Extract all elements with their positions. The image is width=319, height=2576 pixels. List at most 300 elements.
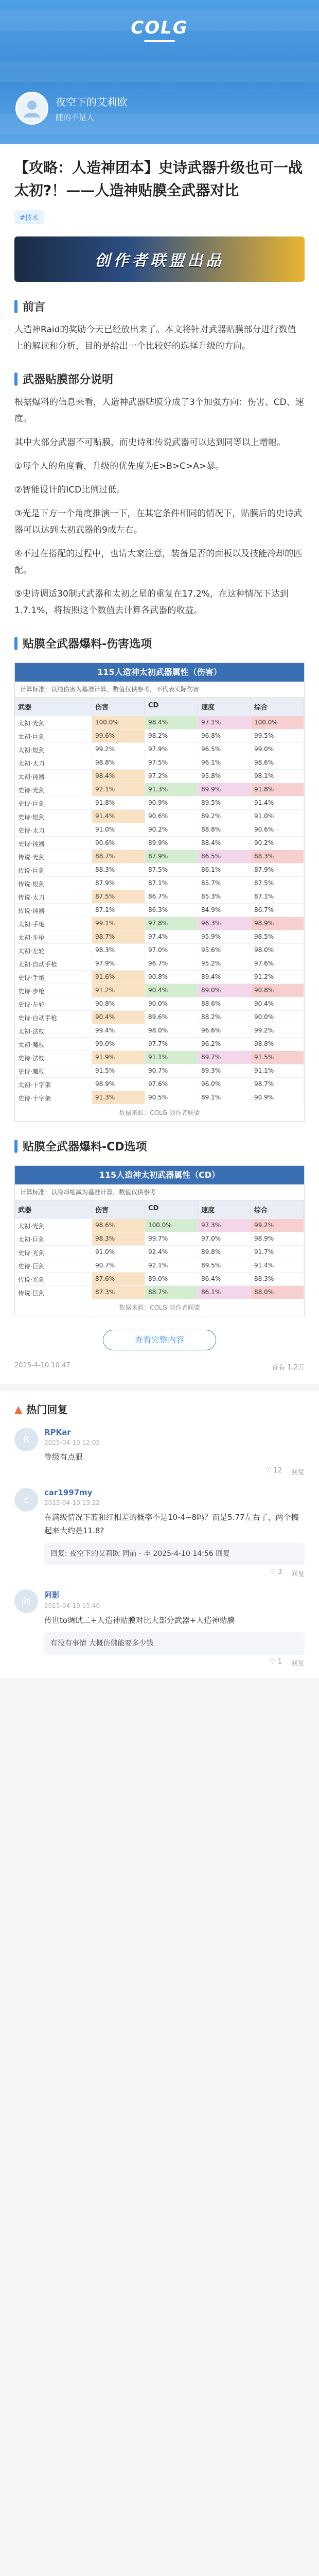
table-cell: 传说·巨剑 — [15, 1286, 92, 1299]
table-cell: 98.4% — [92, 770, 145, 783]
table-cell: 97.0% — [145, 944, 198, 957]
table-cell: 97.0% — [198, 1232, 251, 1245]
post-meta — [14, 1362, 305, 1371]
table-row — [15, 769, 304, 783]
table-cell: 90.2% — [145, 823, 198, 836]
table-cell: 96.6% — [198, 1024, 251, 1037]
section-header — [14, 371, 305, 387]
table-cell: 传说·钝器 — [15, 904, 92, 917]
table-cell: 91.6% — [92, 971, 145, 984]
section-bar — [14, 1140, 17, 1153]
table-cell: 87.1% — [251, 890, 304, 903]
table-row — [15, 716, 304, 729]
avatar[interactable]: c — [14, 1488, 38, 1512]
comment-item — [14, 1428, 305, 1477]
table-cell: 86.7% — [251, 904, 304, 917]
table-cell: 87.6% — [92, 1273, 145, 1285]
paragraph: ①每个人的角度看，升级的优先度为E>B>C>A>暴。 — [14, 461, 224, 471]
table-cell: 89.3% — [198, 1064, 251, 1077]
table-row — [15, 809, 304, 823]
table-cell: 91.0% — [92, 1246, 145, 1259]
section-bar — [14, 300, 17, 313]
table-header-cell: 伤害 — [92, 698, 145, 716]
comment-actions — [44, 1467, 305, 1477]
table-cell: 89.4% — [198, 971, 251, 984]
table-cell: 87.5% — [92, 890, 145, 903]
like-count: 12 — [273, 1467, 282, 1475]
table-cell: 91.2% — [92, 984, 145, 997]
post-card — [0, 144, 319, 1384]
table-row — [15, 997, 304, 1010]
table-cell: 太初·手炮 — [15, 917, 92, 930]
table-header-cell: 武器 — [15, 698, 92, 716]
table-cell: 史诗·太刀 — [15, 823, 92, 836]
table-cell: 97.5% — [145, 756, 198, 769]
table-cell: 90.6% — [145, 810, 198, 823]
section-title: 贴膜全武器爆料-伤害选项 — [23, 638, 152, 651]
table-cell: 88.0% — [251, 1286, 304, 1299]
table-cell: 88.3% — [251, 1273, 304, 1285]
table-cell: 90.4% — [92, 1011, 145, 1024]
table-cell: 96.3% — [198, 917, 251, 930]
table-cell: 89.9% — [145, 837, 198, 850]
table-cell: 91.4% — [251, 796, 304, 809]
table-row — [15, 1272, 304, 1285]
table-cell: 88.8% — [198, 823, 251, 836]
section-title: 前言 — [23, 301, 46, 314]
table-cell: 90.8% — [145, 971, 198, 984]
table-cell: 90.6% — [251, 823, 304, 836]
table-cell: 87.9% — [145, 850, 198, 863]
post-title: 【攻略：人造神团本】史诗武器升级也可一战太初?！——人造神贴膜全武器对比 — [14, 159, 303, 199]
table-row — [15, 1037, 304, 1050]
table-row — [15, 957, 304, 970]
section-bar — [14, 637, 17, 650]
table-cell: 98.7% — [92, 930, 145, 943]
avatar[interactable]: 阿 — [14, 1589, 38, 1613]
table-cell: 96.2% — [198, 1038, 251, 1050]
table-footer: 数据来源：COLG 创作者联盟 — [119, 1109, 200, 1116]
table-cell: 99.2% — [251, 1024, 304, 1037]
table-cell: 91.3% — [145, 783, 198, 796]
table-cell: 史诗·光剑 — [15, 1246, 92, 1259]
table-row — [15, 1064, 304, 1077]
table-cell: 87.5% — [145, 863, 198, 876]
hot-replies — [0, 1391, 319, 1678]
table-cell: 90.6% — [92, 837, 145, 850]
paragraph: 其中大部分武器不可贴膜，而史诗和传说武器可以达到同等以上增幅。 — [14, 437, 286, 448]
table-caption: 115人造神太初武器属性（伤害） — [15, 663, 304, 682]
table-cell: 86.1% — [198, 863, 251, 876]
table-cell: 100.0% — [92, 716, 145, 729]
table-cell: 88.7% — [92, 850, 145, 863]
comment-meta: 2025-04-10 15:40 — [44, 1602, 100, 1609]
table-row — [15, 1010, 304, 1024]
table-cell: 86.5% — [198, 850, 251, 863]
section-header — [14, 635, 305, 651]
table-cell: 史诗·巨剑 — [15, 1259, 92, 1272]
table-cell: 91.8% — [251, 783, 304, 796]
table-cell: 史诗·法杖 — [15, 1051, 92, 1064]
paragraph: ④不过在搭配的过程中，也请大家注意，装备是否的面板以及技能冷却的匹配。 — [14, 549, 303, 575]
table-cell: 史诗·短剑 — [15, 810, 92, 823]
section-header — [14, 298, 305, 314]
table-cell: 90.9% — [251, 1091, 304, 1104]
table-cell: 88.2% — [198, 1011, 251, 1024]
table-cell: 95.2% — [198, 957, 251, 970]
hot-replies-label: 热门回复 — [26, 1403, 68, 1416]
table-row — [15, 1245, 304, 1259]
logo-text: COLG — [131, 18, 188, 38]
table-row — [15, 984, 304, 997]
table-cell: 98.6% — [92, 1219, 145, 1232]
hero-header — [0, 0, 319, 144]
table-cell: 98.8% — [92, 756, 145, 769]
table-meta: 计算标准：以冷却缩减为基准计算，数值仅供参考 — [15, 1184, 304, 1200]
table-cell: 90.9% — [145, 796, 198, 809]
hot-replies-title — [14, 1401, 305, 1416]
comment-actions — [44, 1568, 305, 1578]
table-cell: 99.6% — [92, 730, 145, 742]
table-row — [15, 1050, 304, 1064]
table-cell: 89.5% — [198, 796, 251, 809]
table-cell: 91.0% — [92, 823, 145, 836]
table-row — [15, 850, 304, 863]
table-cell: 太初·巨剑 — [15, 730, 92, 742]
table-cell: 99.1% — [92, 917, 145, 930]
table-cell: 传说·短剑 — [15, 877, 92, 890]
comment-meta: 2025-04-10 12:05 — [44, 1439, 100, 1446]
table-header — [15, 698, 304, 716]
table-cell: 98.9% — [251, 917, 304, 930]
like-button[interactable]: ♡ 12 — [265, 1467, 282, 1475]
table-cell: 88.3% — [251, 850, 304, 863]
post-timestamp: 2025-4-10 10:47 — [14, 1362, 70, 1369]
table-header-cell: CD — [145, 1200, 198, 1218]
table-meta: 计算标准：以纯伤害为基准计算，数值仅供参考，不代表实际伤害 — [15, 682, 304, 698]
table-cell: 88.6% — [198, 997, 251, 1010]
comment-item — [14, 1589, 305, 1668]
table-cell: 97.6% — [145, 1078, 198, 1091]
table-cell: 98.8% — [251, 1038, 304, 1050]
table-row — [15, 742, 304, 756]
table-cell: 98.7% — [251, 1078, 304, 1091]
table-cell: 史诗·自动手枪 — [15, 1011, 92, 1024]
table-cell: 91.4% — [92, 810, 145, 823]
table-row — [15, 1091, 304, 1104]
table-cell: 91.8% — [92, 796, 145, 809]
table-header-cell: 速度 — [198, 1200, 251, 1218]
table-cell: 99.7% — [145, 1232, 198, 1245]
table-cell: 90.2% — [251, 837, 304, 850]
table-row — [15, 917, 304, 930]
table-cell: 95.6% — [198, 944, 251, 957]
post-views: 查看 1.2万 — [272, 1364, 305, 1371]
table-cell: 98.0% — [251, 944, 304, 957]
table-cell: 90.4% — [145, 984, 198, 997]
avatar[interactable]: R — [14, 1428, 38, 1451]
table-header-cell: 综合 — [251, 1200, 304, 1218]
colg-logo — [123, 18, 196, 48]
table-cell: 史诗·钝器 — [15, 837, 92, 850]
table-cell: 98.5% — [251, 930, 304, 943]
table-cell: 传说·太刀 — [15, 890, 92, 903]
table-cell: 太初·钝器 — [15, 770, 92, 783]
paragraph: ②智能设计的ICD比例过低。 — [14, 485, 126, 495]
table-row — [15, 876, 304, 890]
table-cell: 86.4% — [198, 1273, 251, 1285]
comment-reply: 有没有事情 大概仿佛能要多少钱 — [44, 1632, 305, 1655]
table-cell: 97.1% — [198, 716, 251, 729]
table-cell: 99.2% — [92, 743, 145, 756]
table-cell: 89.9% — [198, 783, 251, 796]
table-cell: 史诗·左轮 — [15, 997, 92, 1010]
table-row — [15, 1024, 304, 1037]
post-tag[interactable]: #技术 — [14, 210, 44, 224]
table-cell: 太初·法杖 — [15, 1024, 92, 1037]
comment-author[interactable]: RPKar — [44, 1428, 71, 1437]
logo-underline — [144, 40, 175, 42]
table-row — [15, 943, 304, 957]
table-cell: 98.9% — [251, 1232, 304, 1245]
table-cell: 89.1% — [198, 1091, 251, 1104]
table-cell: 86.7% — [145, 890, 198, 903]
table-cell: 97.8% — [145, 917, 198, 930]
table-header-cell: 伤害 — [92, 1200, 145, 1218]
table-cell: 太初·光剑 — [15, 716, 92, 729]
table-cell: 太初·左轮 — [15, 944, 92, 957]
damage-table — [14, 663, 305, 1122]
table-cell: 87.1% — [92, 904, 145, 917]
table-cell: 传说·光剑 — [15, 1273, 92, 1285]
table-cell: 98.9% — [92, 1078, 145, 1091]
table-cell: 90.0% — [251, 1011, 304, 1024]
comment-text: 在满级情况下蓝和红相差的概率不是10-4~8吗？而是5.77左右了，两个搞起来大约是11.8? — [44, 1513, 299, 1535]
paragraph: 人造神Raid的奖励今天已经放出来了。本文将针对武器贴膜部分进行数值上的解读和分析，目的是给出一个比较好的选择升级的方向。 — [14, 325, 296, 351]
section-title: 武器贴膜部分说明 — [23, 374, 114, 386]
table-cell: 88.4% — [198, 837, 251, 850]
table-cell: 太初·短剑 — [15, 743, 92, 756]
table-cell: 92.1% — [145, 1259, 198, 1272]
like-button[interactable]: ♡ 1 — [269, 1658, 282, 1666]
table-cell: 太初·巨剑 — [15, 1232, 92, 1245]
table-cell: 89.2% — [198, 810, 251, 823]
comment-author[interactable]: 阿影 — [44, 1590, 60, 1600]
table-cell: 98.3% — [92, 944, 145, 957]
comment-item — [14, 1488, 305, 1578]
like-count: 3 — [277, 1568, 282, 1576]
table-cell: 史诗·魔杖 — [15, 1064, 92, 1077]
table-cell: 89.6% — [145, 1011, 198, 1024]
table-header-cell: 综合 — [251, 698, 304, 716]
table-cell: 90.8% — [92, 997, 145, 1010]
paragraph: 根据爆料的信息来看，人造神武器贴膜分成了3个加强方向：伤害、CD、速度。 — [14, 397, 304, 424]
table-cell: 91.5% — [92, 1064, 145, 1077]
table-row — [15, 783, 304, 796]
table-cell: 86.1% — [198, 1286, 251, 1299]
table-row — [15, 903, 304, 917]
table-body — [15, 1218, 304, 1299]
table-row — [15, 756, 304, 769]
section-bar — [14, 372, 17, 386]
table-cell: 86.3% — [145, 904, 198, 917]
table-footer: 数据来源：COLG 创作者联盟 — [119, 1304, 200, 1311]
table-cell: 90.7% — [145, 1064, 198, 1077]
table-cell: 87.9% — [92, 877, 145, 890]
table-row — [15, 1259, 304, 1272]
fire-icon: ▲ — [14, 1402, 23, 1415]
table-cell: 97.4% — [145, 930, 198, 943]
like-count: 1 — [277, 1658, 282, 1666]
table-cell: 太初·魔杖 — [15, 1038, 92, 1050]
table-cell: 98.3% — [92, 1232, 145, 1245]
table-cell: 91.9% — [92, 1051, 145, 1064]
table-cell: 87.3% — [92, 1286, 145, 1299]
table-cell: 99.5% — [251, 730, 304, 742]
table-cell: 史诗·手炮 — [15, 971, 92, 984]
table-cell: 98.6% — [251, 756, 304, 769]
table-cell: 99.0% — [251, 743, 304, 756]
table-cell: 97.6% — [251, 957, 304, 970]
comment-meta: 2025-04-10 13:22 — [44, 1499, 100, 1506]
table-cell: 91.7% — [251, 1246, 304, 1259]
table-cell: 传说·巨剑 — [15, 863, 92, 876]
table-header-cell: 速度 — [198, 698, 251, 716]
table-cell: 90.8% — [251, 984, 304, 997]
table-row — [15, 796, 304, 809]
table-cell: 太初·太刀 — [15, 756, 92, 769]
table-cell: 96.0% — [198, 1078, 251, 1091]
table-body — [15, 716, 304, 1104]
table-cell: 91.2% — [251, 971, 304, 984]
table-row — [15, 1285, 304, 1299]
table-cell: 太初·十字架 — [15, 1078, 92, 1091]
table-cell: 89.0% — [198, 984, 251, 997]
hero-stripe — [0, 62, 319, 82]
table-cell: 88.7% — [145, 1286, 198, 1299]
table-cell: 89.8% — [198, 1246, 251, 1259]
comment-reply: 回复: 夜空下的艾莉欧 同前 · 丰 2025-4-10 14:56 回复 — [44, 1543, 305, 1565]
table-cell: 99.2% — [251, 1219, 304, 1232]
author-name[interactable]: 夜空下的艾莉欧 — [56, 96, 128, 108]
table-header-cell: 武器 — [15, 1200, 92, 1218]
table-caption: 115人造神太初武器属性（CD） — [15, 1166, 304, 1184]
table-cell: 92.4% — [145, 1246, 198, 1259]
table-cell: 91.1% — [251, 1064, 304, 1077]
like-button[interactable]: ♡ 3 — [269, 1568, 282, 1576]
table-cell: 太初·自动手枪 — [15, 957, 92, 970]
table-cell: 85.7% — [198, 877, 251, 890]
view-more-button[interactable]: 查看完整内容 — [103, 1330, 216, 1350]
table-row — [15, 1232, 304, 1245]
table-cell: 95.8% — [198, 770, 251, 783]
table-cell: 91.5% — [251, 1051, 304, 1064]
table-cell: 97.9% — [145, 743, 198, 756]
table-cell: 88.3% — [92, 863, 145, 876]
table-cell: 97.7% — [145, 1038, 198, 1050]
table-cell: 91.0% — [251, 810, 304, 823]
comment-text: 等级有点狠 — [44, 1452, 83, 1462]
paragraph: ⑤史诗调适30制式武器和太初之星的重复在17.2%，在这种情况下达到1.7.1%，将按照这个数值去计算各武器的收益。 — [14, 589, 289, 616]
cd-table — [14, 1165, 305, 1316]
table-header-cell: CD — [145, 698, 198, 716]
table-cell: 91.1% — [145, 1051, 198, 1064]
table-cell: 史诗·步枪 — [15, 984, 92, 997]
banner-text: 创作者联盟出品 — [95, 252, 224, 270]
table-cell: 96.7% — [145, 957, 198, 970]
table-cell: 98.2% — [145, 730, 198, 742]
section-header — [14, 1138, 305, 1154]
table-cell: 90.5% — [145, 1091, 198, 1104]
reply-button[interactable]: 回复 — [291, 1660, 305, 1668]
author-role: 随的不是人 — [56, 113, 95, 122]
table-cell: 史诗·巨剑 — [15, 796, 92, 809]
table-cell: 96.5% — [198, 743, 251, 756]
table-cell: 90.4% — [251, 997, 304, 1010]
table-cell: 92.1% — [92, 783, 145, 796]
table-row — [15, 930, 304, 943]
table-row — [15, 836, 304, 850]
avatar[interactable] — [15, 92, 48, 125]
table-cell: 100.0% — [145, 1219, 198, 1232]
table-row — [15, 1218, 304, 1232]
table-cell: 91.4% — [251, 1259, 304, 1272]
table-cell: 89.5% — [198, 1259, 251, 1272]
table-row — [15, 729, 304, 742]
table-cell: 97.9% — [92, 957, 145, 970]
comment-text: 传世to调试二+人造神贴膜对比大部分武器+人造神贴膜 — [44, 1616, 235, 1625]
table-cell: 90.0% — [145, 997, 198, 1010]
comment-actions — [44, 1658, 305, 1668]
table-cell: 史诗·十字架 — [15, 1091, 92, 1104]
table-cell: 太初·光剑 — [15, 1219, 92, 1232]
creator-banner — [14, 236, 305, 282]
table-cell: 95.9% — [198, 930, 251, 943]
section-title: 贴膜全武器爆料-CD选项 — [23, 1141, 147, 1154]
table-cell: 98.4% — [145, 716, 198, 729]
table-cell: 87.9% — [251, 863, 304, 876]
table-row — [15, 890, 304, 903]
table-cell: 84.9% — [198, 904, 251, 917]
table-cell: 100.0% — [251, 716, 304, 729]
table-cell: 96.8% — [198, 730, 251, 742]
table-cell: 87.5% — [251, 877, 304, 890]
reply-button[interactable]: 回复 — [291, 1570, 305, 1578]
table-row — [15, 1077, 304, 1091]
table-row — [15, 863, 304, 876]
table-cell: 89.7% — [198, 1051, 251, 1064]
comment-author[interactable]: car1997my — [44, 1488, 93, 1497]
table-cell: 97.2% — [145, 770, 198, 783]
table-cell: 98.1% — [251, 770, 304, 783]
reply-button[interactable]: 回复 — [291, 1469, 305, 1477]
author-block[interactable] — [15, 92, 128, 125]
paragraph: ③光是下方一个角度推演一下，在其它条件相同的情况下，贴膜后的史诗武器可以达到太初武器的9成左右。 — [14, 509, 303, 535]
table-cell: 99.0% — [92, 1038, 145, 1050]
table-cell: 90.7% — [92, 1259, 145, 1272]
table-cell: 89.0% — [145, 1273, 198, 1285]
table-header — [15, 1200, 304, 1218]
table-cell: 96.1% — [198, 756, 251, 769]
user-icon — [21, 97, 43, 120]
table-cell: 太初·步枪 — [15, 930, 92, 943]
table-cell: 97.3% — [198, 1219, 251, 1232]
table-cell: 91.3% — [92, 1091, 145, 1104]
table-row — [15, 970, 304, 984]
table-cell: 85.3% — [198, 890, 251, 903]
table-cell: 87.1% — [145, 877, 198, 890]
table-cell: 98.0% — [145, 1024, 198, 1037]
